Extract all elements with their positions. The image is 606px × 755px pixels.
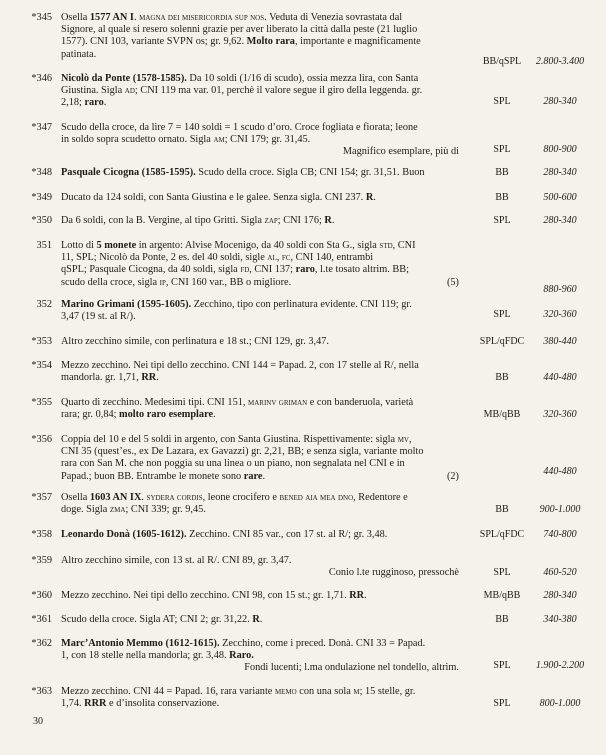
lot-grade: BB bbox=[495, 372, 509, 383]
text-run: 1, con 18 stelle nella mandorla; gr. 3,48. bbox=[61, 650, 230, 662]
description-line bbox=[61, 698, 459, 710]
bold-text: Leonardo Donà (1605-1612). bbox=[61, 529, 187, 540]
description-line bbox=[61, 504, 459, 516]
text-run: qSPL; Pasquale Cicogna, da 40 soldi, sigla bbox=[61, 264, 241, 276]
description-line bbox=[61, 397, 459, 409]
lot-grade: BB bbox=[495, 614, 509, 625]
lot-description bbox=[61, 192, 459, 204]
lot-number: *356 bbox=[31, 434, 52, 445]
text-run: , Redentore e bbox=[353, 492, 408, 503]
lot-estimate: 280-340 bbox=[543, 96, 577, 107]
description-line bbox=[61, 240, 459, 252]
text-run: Osella bbox=[61, 12, 90, 23]
lot-estimate: 280-340 bbox=[543, 167, 577, 178]
text-run: 1,74. bbox=[61, 698, 85, 710]
text-run: , leone crocifero e bbox=[202, 492, 280, 503]
lot-grade: MB/qBB bbox=[483, 590, 521, 601]
description-line bbox=[61, 555, 459, 567]
bold-text: Nicolò da Ponte (1578-1585). bbox=[61, 73, 187, 84]
text-run: . bbox=[103, 97, 107, 109]
text-run: . bbox=[213, 409, 216, 421]
lot-description bbox=[61, 336, 459, 348]
description-line bbox=[61, 372, 459, 384]
lot-description bbox=[61, 167, 459, 179]
description-line bbox=[61, 567, 459, 579]
legend-text: m bbox=[353, 687, 360, 697]
text-run: Mezzo zecchino. CNI 44 = Papad. 16, rara variante bbox=[61, 686, 275, 697]
lot-estimate: 320-360 bbox=[543, 309, 577, 320]
description-line bbox=[61, 192, 459, 204]
text-run: Ducato da 124 soldi, con Santa Giustina e le galee. Senza sigla. CNI 237. bbox=[61, 192, 366, 203]
text-run: ; CNI 179; gr. 31,45. bbox=[224, 134, 311, 146]
description-line bbox=[61, 638, 459, 650]
description-line bbox=[61, 277, 459, 289]
description-line bbox=[61, 36, 459, 48]
description-line bbox=[61, 336, 459, 348]
lot-number: *357 bbox=[31, 492, 52, 503]
legend-text: am bbox=[213, 135, 225, 146]
lot-number: *354 bbox=[31, 360, 52, 371]
lot-grade: SPL bbox=[493, 698, 511, 709]
bold-text: Marc’Antonio Memmo (1612-1615). bbox=[61, 638, 220, 649]
text-run: Mezzo zecchino. Nei tipi dello zecchino. CNI 144 = Papad. 2, con 17 stelle al R/, nella bbox=[61, 360, 419, 371]
note-text: Magnifico esemplare, più di bbox=[342, 146, 459, 158]
legend-text: std bbox=[379, 241, 393, 251]
lot-grade: SPL/qFDC bbox=[479, 529, 525, 540]
lot-grade: BB bbox=[495, 504, 509, 515]
description-line bbox=[61, 446, 459, 458]
text-run: , bbox=[408, 434, 412, 445]
legend-text: fc bbox=[281, 253, 291, 264]
bold-text: 1603 AN IX bbox=[89, 492, 142, 503]
lot-estimate: 440-480 bbox=[543, 372, 577, 383]
bold-text: molto raro esemplare bbox=[119, 409, 214, 421]
text-run: CNI 35 (quest’es., ex De Lazara, ex Gavazzi) gr. 2,21, BB; e senza sigla, variante molto bbox=[61, 446, 424, 458]
text-run: , l.te tosato altrim. BB; bbox=[314, 264, 409, 276]
note-text: Conio l.te rugginoso, pressochè bbox=[328, 567, 459, 579]
description-line bbox=[61, 73, 459, 85]
bold-text: Molto rara bbox=[246, 36, 295, 48]
description-line bbox=[61, 85, 459, 97]
text-run: Altro zecchino simile, con 13 st. al R/. CNI 89, gr. 3,47. bbox=[61, 555, 292, 566]
legend-text: ip bbox=[159, 277, 166, 288]
lot-description bbox=[61, 529, 459, 541]
page-number: 30 bbox=[33, 716, 43, 727]
text-run: ; 15 stelle, gr. bbox=[359, 686, 416, 697]
lot-grade: SPL bbox=[493, 215, 511, 226]
legend-text: bened aia mea dno bbox=[279, 493, 354, 503]
lot-estimate: 2.800-3.400 bbox=[535, 56, 585, 67]
lot-description bbox=[61, 686, 459, 710]
lot-number: *348 bbox=[31, 167, 52, 178]
text-run: con una sola bbox=[296, 686, 354, 697]
text-run: patinata. bbox=[61, 48, 97, 60]
bold-text: RR bbox=[349, 590, 365, 601]
text-run: doge. Sigla bbox=[61, 504, 110, 516]
bold-text: RR bbox=[141, 372, 157, 384]
text-run: . bbox=[262, 470, 266, 482]
lot-description bbox=[61, 638, 459, 675]
text-run: in argento: Alvise Mocenigo, da 40 soldi con Sta G., sigla bbox=[136, 240, 380, 251]
lot-number: 351 bbox=[36, 240, 52, 251]
text-run: , CNI 137; bbox=[249, 264, 296, 276]
text-run: Coppia del 10 e del 5 soldi in argento, con Santa Giustina. Rispettivamente: sigla bbox=[61, 434, 398, 445]
note-text: (2) bbox=[446, 470, 459, 482]
description-line bbox=[61, 360, 459, 372]
lot-grade: SPL bbox=[493, 309, 511, 320]
bold-text: Raro. bbox=[229, 650, 254, 662]
bold-text: raro bbox=[295, 264, 315, 276]
lot-number: *359 bbox=[31, 555, 52, 566]
bold-text: Marino Grimani (1595-1605). bbox=[61, 299, 192, 310]
description-line bbox=[61, 24, 459, 36]
text-run: Giustina. Sigla bbox=[61, 85, 125, 97]
lot-description bbox=[61, 12, 459, 61]
text-run: 2,18; bbox=[61, 97, 85, 109]
description-line bbox=[61, 311, 459, 323]
lot-description bbox=[61, 397, 459, 421]
lot-estimate: 1.900-2.200 bbox=[535, 660, 585, 671]
text-run: e con banderuola, varietà bbox=[307, 397, 414, 408]
text-run: Da 10 soldi (1/16 di scudo), ossia mezza lira, con Santa bbox=[186, 73, 419, 84]
text-run: Mezzo zecchino. Nei tipi dello zecchino. CNI 98, con 15 st.; gr. 1,71. bbox=[61, 590, 350, 601]
text-run: Da 6 soldi, con la B. Vergine, al tipo Gritti. Sigla bbox=[61, 215, 265, 226]
lot-description bbox=[61, 434, 459, 483]
description-line bbox=[61, 299, 459, 311]
lot-grade: SPL bbox=[493, 660, 511, 671]
text-run: Osella bbox=[61, 492, 90, 503]
lot-estimate: 340-380 bbox=[543, 614, 577, 625]
lot-description bbox=[61, 73, 459, 110]
text-run: mandorla. gr. 1,71, bbox=[61, 372, 142, 384]
description-line bbox=[61, 686, 459, 698]
lot-estimate: 280-340 bbox=[543, 215, 577, 226]
lot-number: 352 bbox=[36, 299, 52, 310]
bold-text: 1577 AN I bbox=[89, 12, 134, 23]
lot-number: *361 bbox=[31, 614, 52, 625]
lot-number: *349 bbox=[31, 192, 52, 203]
text-run: Scudo della croce. Sigla AT; CNI 2; gr. 31,22. bbox=[61, 614, 253, 625]
description-line bbox=[61, 122, 459, 134]
bold-text: 5 monete bbox=[96, 240, 137, 251]
legend-text: fd bbox=[240, 265, 250, 276]
text-run: . bbox=[141, 492, 147, 503]
text-run: Scudo della croce, da lire 7 = 140 soldi = 1 scudo d’oro. Croce fogliata e fiorata; leone bbox=[61, 122, 418, 133]
note-text: (5) bbox=[446, 276, 459, 288]
text-run: rara; gr. 0,84; bbox=[61, 409, 120, 421]
lot-number: *363 bbox=[31, 686, 52, 697]
bold-text: R bbox=[365, 192, 374, 203]
description-line bbox=[61, 49, 459, 61]
lot-number: *350 bbox=[31, 215, 52, 226]
lot-number: *347 bbox=[31, 122, 52, 133]
lot-estimate: 740-800 bbox=[543, 529, 577, 540]
bold-text: R bbox=[252, 614, 260, 625]
text-run: , CNI 140, entrambi bbox=[290, 252, 374, 264]
description-line bbox=[61, 134, 459, 146]
text-run: , importante e magnificamente bbox=[294, 36, 421, 48]
description-line bbox=[61, 458, 459, 470]
text-run: 3,47 (19 st. al R/). bbox=[61, 311, 136, 323]
description-line bbox=[61, 409, 459, 421]
bold-text: rare bbox=[243, 470, 263, 482]
lot-grade: SPL bbox=[493, 96, 511, 107]
lot-description bbox=[61, 122, 459, 159]
bold-text: R bbox=[324, 215, 332, 226]
text-run: 1577). CNI 103, variante SVPN os; gr. 9,62. bbox=[61, 36, 247, 48]
text-run: . bbox=[259, 614, 263, 625]
text-run: Signore, al quale si resero solenni grazie per aver liberato la città dalla peste (21 luglio bbox=[61, 24, 418, 36]
description-line bbox=[61, 614, 459, 626]
text-run: Zecchino. CNI 85 var., con 17 st. al R/; gr. 3,48. bbox=[186, 529, 388, 540]
lot-grade: SPL bbox=[493, 567, 511, 578]
text-run: Zecchino, tipo con perlinatura evidente. CNI 119; gr. bbox=[191, 299, 412, 310]
text-run: . Veduta di Venezia sovrastata dal bbox=[264, 12, 403, 23]
text-run: 11, SPL; Nicolò da Ponte, 2 es. del 40 soldi, sigle bbox=[61, 252, 268, 264]
lot-estimate: 320-360 bbox=[543, 409, 577, 420]
description-line bbox=[61, 215, 459, 227]
text-run: ; CNI 339; gr. 9,45. bbox=[125, 504, 206, 516]
lot-estimate: 800-1.000 bbox=[539, 698, 581, 709]
lot-estimate: 280-340 bbox=[543, 590, 577, 601]
description-line bbox=[61, 590, 459, 602]
lot-description bbox=[61, 360, 459, 384]
lot-grade: SPL/qFDC bbox=[479, 336, 525, 347]
bold-text: raro bbox=[84, 97, 104, 109]
legend-text: marinv griman bbox=[248, 398, 308, 408]
bold-text: RRR bbox=[84, 698, 107, 710]
text-run: . bbox=[133, 12, 140, 23]
text-run: scudo della croce, sigla bbox=[61, 276, 160, 288]
text-run: . bbox=[373, 192, 376, 203]
description-line bbox=[61, 252, 459, 264]
text-run: . bbox=[331, 215, 335, 226]
lot-estimate: 440-480 bbox=[543, 466, 577, 477]
text-run: , CNI bbox=[392, 240, 416, 251]
text-run: Scudo della croce. Sigla CB; CNI 154; gr. 31,51. Buon bbox=[195, 167, 425, 178]
description-line bbox=[61, 167, 459, 179]
lot-estimate: 380-440 bbox=[543, 336, 577, 347]
text-run: e d’insolita conservazione. bbox=[106, 698, 220, 710]
legend-text: zma bbox=[109, 505, 126, 516]
text-run: Zecchino, come i preced. Donà. CNI 33 = Papad. bbox=[219, 638, 426, 649]
lot-description bbox=[61, 614, 459, 626]
legend-text: magna dei misericordia sup nos bbox=[139, 13, 265, 23]
lot-number: *360 bbox=[31, 590, 52, 601]
lot-description bbox=[61, 492, 459, 516]
note-text: Fondi lucenti; l.ma ondulazione nel tondello, altrim. bbox=[244, 662, 459, 674]
description-line bbox=[61, 529, 459, 541]
text-run: , CNI 160 var., BB o migliore. bbox=[165, 276, 292, 288]
legend-text: ad bbox=[124, 86, 135, 97]
text-run: Papad.; buon BB. Entrambe le monete sono bbox=[61, 470, 244, 482]
legend-text: sydera cordis bbox=[146, 493, 203, 503]
text-run: . bbox=[156, 372, 159, 384]
text-run: Lotto di bbox=[61, 240, 97, 251]
text-run: Quarto di zecchino. Medesimi tipi. CNI 151, bbox=[61, 397, 249, 408]
lot-number: *358 bbox=[31, 529, 52, 540]
lot-estimate: 500-600 bbox=[543, 192, 577, 203]
description-line bbox=[61, 97, 459, 109]
lot-description bbox=[61, 215, 459, 227]
description-line bbox=[61, 12, 459, 24]
description-line bbox=[61, 492, 459, 504]
legend-text: memo bbox=[274, 687, 297, 697]
legend-text: zap bbox=[264, 216, 278, 226]
lot-description bbox=[61, 555, 459, 579]
lot-number: *353 bbox=[31, 336, 52, 347]
legend-text: al bbox=[267, 253, 277, 264]
lot-description bbox=[61, 590, 459, 602]
lot-number: *362 bbox=[31, 638, 52, 649]
lot-description bbox=[61, 299, 459, 323]
text-run: in soldo sopra scudetto ornato. Sigla bbox=[61, 134, 214, 146]
lot-grade: SPL bbox=[493, 144, 511, 155]
description-line bbox=[61, 662, 459, 674]
text-run: ; CNI 119 ma var. 01, perchè il valore segue il giro della leggenda. gr. bbox=[134, 85, 423, 97]
text-run: ; CNI 176; bbox=[277, 215, 325, 226]
lot-number: *346 bbox=[31, 73, 52, 84]
lot-estimate: 880-960 bbox=[543, 284, 577, 295]
lot-estimate: 900-1.000 bbox=[539, 504, 581, 515]
lot-number: *355 bbox=[31, 397, 52, 408]
description-line bbox=[61, 434, 459, 446]
description-line bbox=[61, 650, 459, 662]
lot-estimate: 800-900 bbox=[543, 144, 577, 155]
description-line bbox=[61, 146, 459, 158]
description-line bbox=[61, 264, 459, 276]
lot-grade: BB bbox=[495, 167, 509, 178]
lot-grade: BB bbox=[495, 192, 509, 203]
text-run: Altro zecchino simile, con perlinatura e 18 st.; CNI 129, gr. 3,47. bbox=[61, 336, 329, 347]
legend-text: mv bbox=[397, 435, 409, 445]
lot-description bbox=[61, 240, 459, 289]
text-run: rara con San M. che non poggia su una linea o un piano, non segnalata nel CNI e in bbox=[61, 458, 405, 470]
lot-number: *345 bbox=[31, 12, 52, 23]
bold-text: Pasquale Cicogna (1585-1595). bbox=[61, 167, 196, 178]
text-run: . bbox=[364, 590, 367, 601]
lot-estimate: 460-520 bbox=[543, 567, 577, 578]
description-line bbox=[61, 471, 459, 483]
text-run: , bbox=[276, 252, 282, 264]
lot-grade: BB/qSPL bbox=[482, 56, 522, 67]
lot-grade: MB/qBB bbox=[483, 409, 521, 420]
